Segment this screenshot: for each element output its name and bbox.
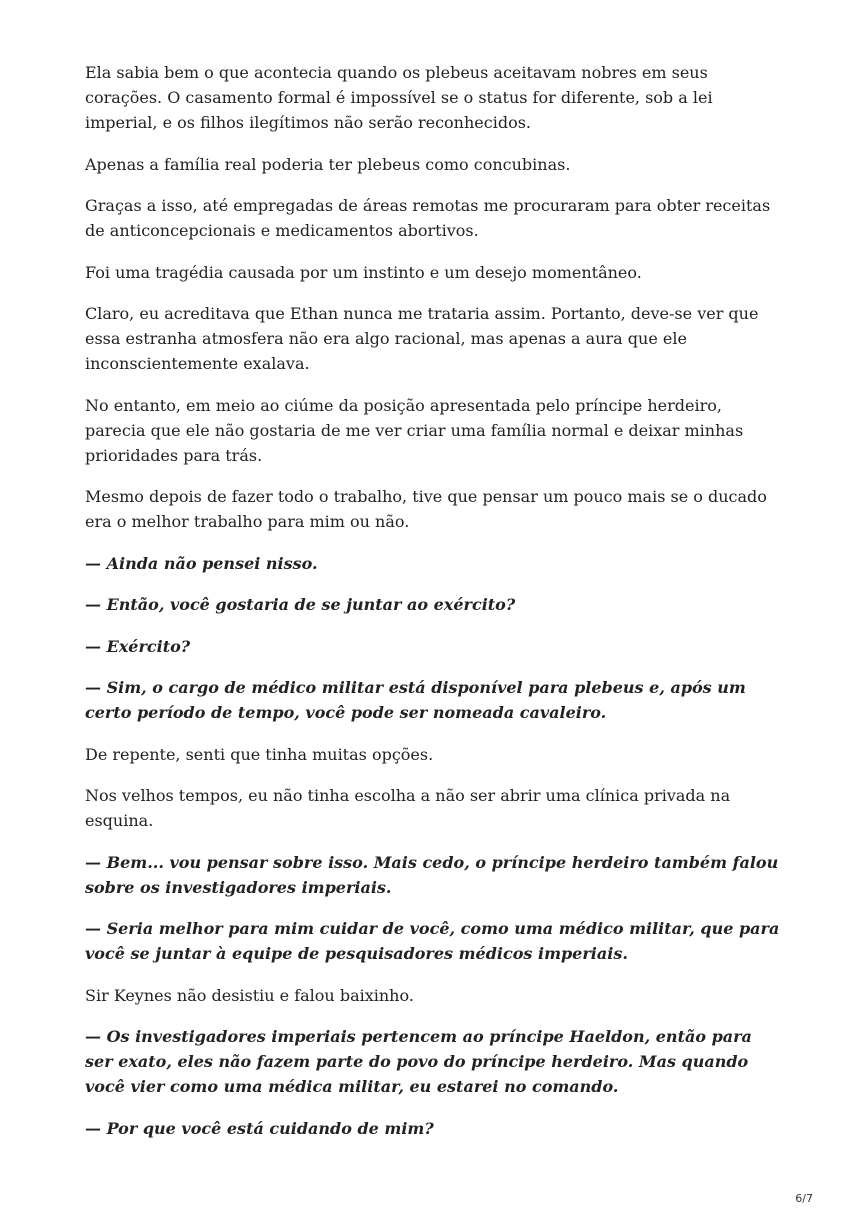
dialogue-line: — Os investigadores imperiais pertencem ao príncipe Haeldon, então para ser exato, eles não fazem parte do povo do príncipe herdeiro. Mas quando você vier como uma médica militar, eu estarei no comando. (85, 1027, 752, 1096)
dialogue-line: — Por que você está cuidando de mim? (85, 1118, 434, 1138)
dialogue-line: — Exército? (85, 636, 191, 656)
narration-paragraph: Foi uma tragédia causada por um instinto e um desejo momentâneo. (85, 262, 642, 282)
narration-paragraph: Mesmo depois de fazer todo o trabalho, tive que pensar um pouco mais se o ducado era o melhor trabalho para mim ou não. (85, 487, 767, 531)
narration-paragraph: Graças a isso, até empregadas de áreas remotas me procuraram para obter receitas de anticoncepcionais e medicamentos abortivos. (85, 196, 771, 240)
dialogue-line: — Seria melhor para mim cuidar de você, como uma médico militar, que para você se juntar à equipe de pesquisadores médicos imperiais. (85, 919, 780, 963)
dialogue-line: — Bem... vou pensar sobre isso. Mais cedo, o príncipe herdeiro também falou sobre os investigadores imperiais. (85, 852, 779, 897)
dialogue-line: — Sim, o cargo de médico militar está disponível para plebeus e, após um certo período de tempo, você pode ser nomeada cavaleiro. (85, 678, 746, 722)
narration-paragraph: Claro, eu acreditava que Ethan nunca me trataria assim. Portanto, deve-se ver que essa estranha atmosfera não era algo racional, mas apenas a aura que ele inconscientemente exalava. (85, 304, 759, 373)
narration-paragraph: Sir Keynes não desistiu e falou baixinho. (85, 985, 414, 1005)
narration-paragraph: Nos velhos tempos, eu não tinha escolha a não ser abrir uma clínica privada na esquina. (85, 786, 731, 830)
narration-paragraph: Ela sabia bem o que acontecia quando os plebeus aceitavam nobres em seus corações. O casamento formal é impossível se o status for diferente, sob a lei imperial, e os filhos ilegítimos não serão reconhecidos. (85, 63, 713, 132)
dialogue-line: — Então, você gostaria de se juntar ao exército? (85, 595, 516, 614)
narration-paragraph: De repente, senti que tinha muitas opções. (85, 744, 434, 764)
page-number: 6/7 (795, 1192, 813, 1205)
narration-paragraph: Apenas a família real poderia ter plebeus como concubinas. (85, 154, 571, 174)
document-page (85, 60, 785, 1157)
dialogue-line: — Ainda não pensei nisso. (85, 553, 318, 573)
narration-paragraph: No entanto, em meio ao ciúme da posição apresentada pelo príncipe herdeiro, parecia que ele não gostaria de me ver criar uma família normal e deixar minhas prioridades para trás. (85, 395, 744, 465)
